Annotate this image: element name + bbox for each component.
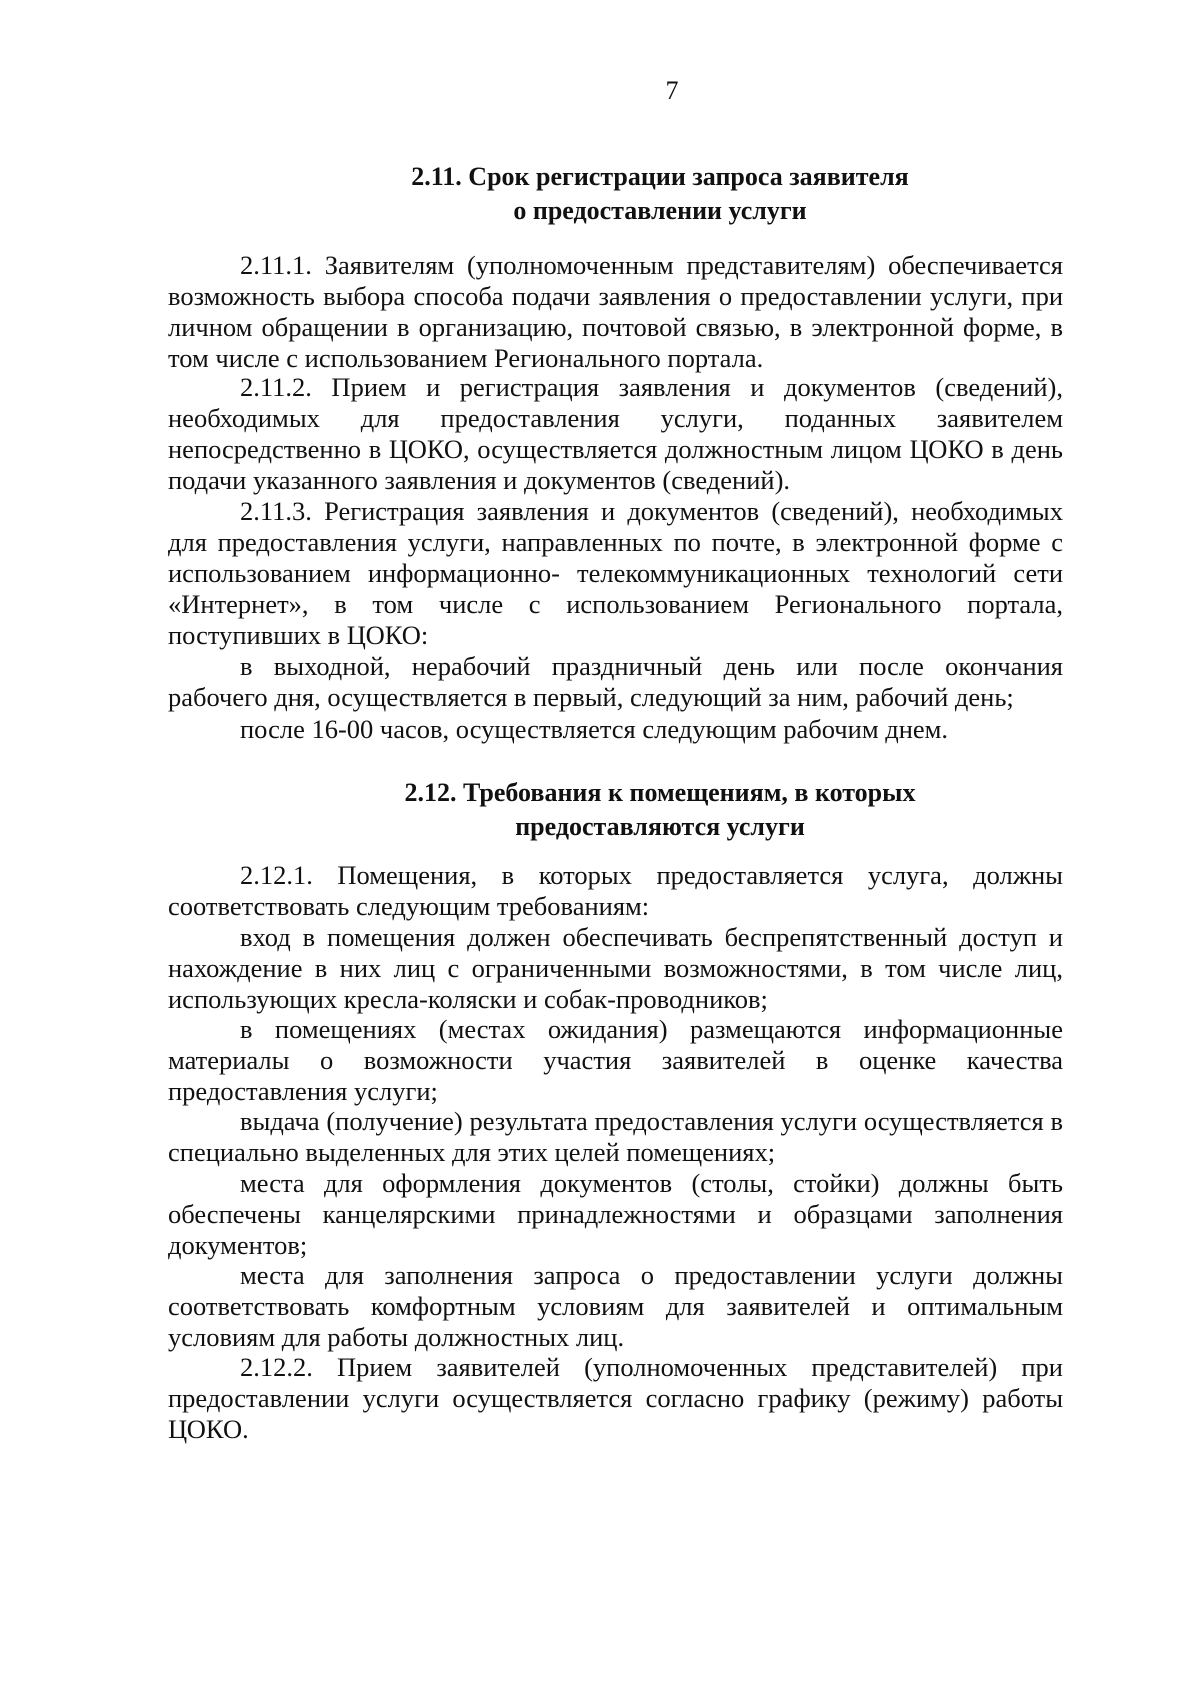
section-2-12-heading-line2: предоставляются услуги [515,812,805,841]
section-2-11-heading-line1: 2.11. Срок регистрации запроса заявителя [411,162,909,191]
paragraph-2-11-3-after-hours: после 16-00 часов, осуществляется следующим рабочим днем. [240,714,949,744]
paragraph-2-12-2: 2.12.2. Прием заявителей (уполномоченных представителей) при предоставлении услуги осуществляется согласно графику (режиму) работы ЦОКО. [168,1352,1063,1444]
section-2-11-heading-line2: о предоставлении услуги [513,196,807,225]
paragraph-2-12-1-issuance: выдача (получение) результата предоставления услуги осуществляется в специально выделенных для этих целей помещениях; [168,1106,1063,1167]
paragraph-2-11-2: 2.11.2. Прием и регистрация заявления и документов (сведений), необходимых для предоставления услуги, поданных заявителем непосредственно в ЦОКО, осуществляется должностным лицом ЦОКО в день подачи указанного заявления и документов (сведений). [168,372,1063,495]
paragraph-2-12-1-entrance: вход в помещения должен обеспечивать беспрепятственный доступ и нахождение в них лиц с ограниченными возможностями, в том числе лиц, использующих кресла-коляски и собак-проводников; [168,922,1063,1014]
section-2-12-heading-line1: 2.12. Требования к помещениям, в которых [404,778,916,807]
page-number: 7 [665,76,679,105]
paragraph-2-12-1: 2.12.1. Помещения, в которых предоставляется услуга, должны соответствовать следующим требованиям: [168,860,1063,921]
section-2-11-heading [160,160,1160,228]
section-2-12-heading [160,776,1160,844]
paragraph-2-12-1-request-places: места для заполнения запроса о предоставлении услуги должны соответствовать комфортным условиям для заявителей и оптимальным условиям для работы должностных лиц. [168,1260,1063,1352]
paragraph-2-11-3: 2.11.3. Регистрация заявления и документов (сведений), необходимых для предоставления услуги, направленных по почте, в электронной форме с использованием информационно- телекоммуникационных технологий сети «Интернет», в том числе с использованием Регионального портала, поступивших в ЦОКО: [168,496,1063,650]
paragraph-2-11-1: 2.11.1. Заявителям (уполномоченным представителям) обеспечивается возможность выбора способа подачи заявления о предоставлении услуги, при личном обращении в организацию, почтовой связью, в электронной форме, в том числе с использованием Регионального портала. [168,250,1063,373]
paragraph-2-12-1-document-places: места для оформления документов (столы, стойки) должны быть обеспечены канцелярскими принадлежностями и образцами заполнения документов; [168,1168,1063,1260]
paragraph-2-11-3-weekend: в выходной, нерабочий праздничный день или после окончания рабочего дня, осуществляется в первый, следующий за ним, рабочий день; [168,651,1063,712]
paragraph-2-12-1-info-materials: в помещениях (местах ожидания) размещаются информационные материалы о возможности участия заявителей в оценке качества предоставления услуги; [168,1014,1063,1106]
